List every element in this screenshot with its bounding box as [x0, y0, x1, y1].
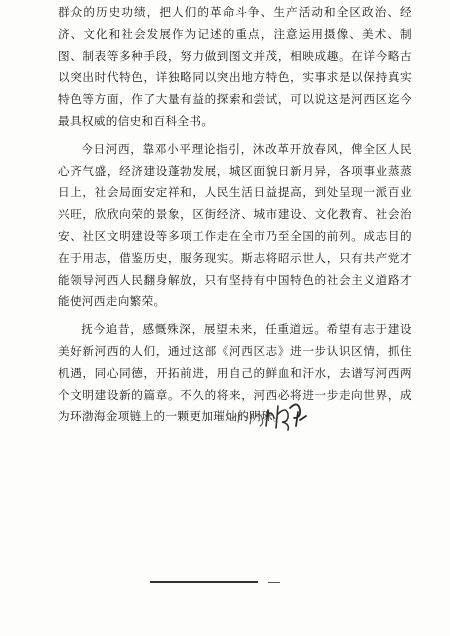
bottom-rule-line	[150, 581, 258, 583]
handwritten-signature	[226, 396, 326, 436]
paragraph-1: 群众的历史功绩，把人们的革命斗争、生产活动和全区政治、经济、文化和社会发展作为记述的重点，注意运用摄像、美术、制图、制表等多种手段，努力做到图文并茂，相映成趣。在详今略古以突出时代特色，详独略同以突出地方特色，实事求是以保持真实特色等方面，作了大量有益的探索和尝试，可以说这是河西区迄今最具权威的信史和百科全书。	[58, 5, 412, 128]
body-text	[58, 2, 412, 428]
paragraph-2: 今日河西，靠邓小平理论指引，沐改革开放春风，俾全区人民心齐气盛，经济建设蓬勃发展，城区面貌日新月异，各项事业蒸蒸日上，社会局面安定祥和，人民生活日益提高，到处呈现一派百业兴旺，欣欣向荣的景象，区街经济、城市建设、文化教育、社会治安、社区文明建设等多项工作走在全市乃至全国的前列。成志目的在于用志，借鉴历史，服务现实。斯志将昭示世人，只有共产党才能领导河西人民翻身解放，只有坚持有中国特色的社会主义道路才能使河西走向繁荣。	[58, 141, 412, 309]
bottom-rule-fragment	[268, 582, 280, 583]
paragraph-3: 抚今追昔，感慨殊深，展望未来，任重道远。希望有志于建设美好新河西的人们，通过这部《河西区志》进一步认识区情，抓住机遇，同心同德，开拓前进，用自己的鲜血和汗水，去谱写河西两个文明建设新的篇章。不久的将来，河西必将进一步走向世界，成为环渤海金项链上的一颗更加璀灿的明珠。	[58, 322, 412, 424]
